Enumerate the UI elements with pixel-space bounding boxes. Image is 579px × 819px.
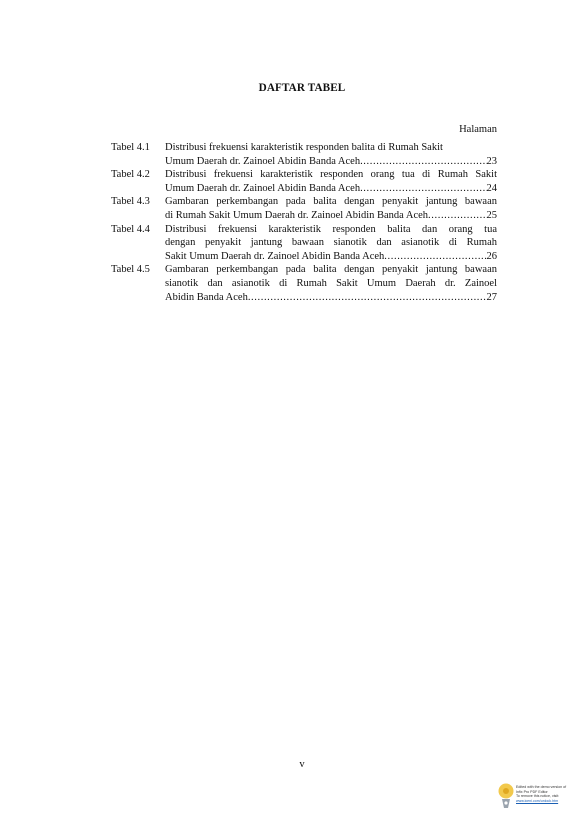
toc-entry-4-5[interactable]: [111, 263, 497, 304]
leader-dots: [384, 250, 486, 264]
entry-body: [165, 168, 497, 195]
entry-text: Umum Daerah dr. Zainoel Abidin Banda Aceh: [165, 182, 361, 194]
entry-line: Distribusi frekuensi karakteristik responden balita dan orang tua: [165, 223, 497, 235]
entry-label: Tabel 4.3: [111, 196, 150, 208]
entry-line: Distribusi frekuensi karakteristik responden balita di Rumah Sakit: [165, 142, 443, 153]
page-ref: 25: [486, 209, 497, 221]
page-title: DAFTAR TABEL: [258, 82, 346, 94]
entry-label: Tabel 4.4: [111, 223, 150, 235]
editor-watermark[interactable]: [497, 780, 567, 816]
page-ref: 24: [486, 182, 497, 194]
toc-entry-4-1[interactable]: [111, 141, 497, 168]
entry-body: [165, 223, 497, 264]
entry-last-line: [165, 209, 497, 223]
leader-dots: [360, 155, 486, 169]
entry-label: Tabel 4.1: [111, 142, 150, 153]
page-ref: 23: [486, 155, 497, 167]
leader-dots: [360, 182, 486, 196]
toc-entry-4-2[interactable]: [111, 168, 497, 195]
entry-text: di Rumah Sakit Umum Daerah dr. Zainoel Abidin Banda Aceh: [165, 209, 429, 221]
entry-body: [165, 195, 497, 222]
entry-line: Distribusi frekuensi karakteristik responden orang tua di Rumah Sakit: [165, 169, 497, 181]
entry-body: [165, 141, 497, 168]
watermark-text: [516, 785, 566, 803]
entry-text: Sakit Umum Daerah dr. Zainoel Abidin Banda Aceh: [165, 250, 385, 262]
halaman-label: Halaman: [459, 124, 497, 135]
leader-dots: [428, 209, 486, 223]
entry-text: Abidin Banda Aceh: [165, 291, 248, 303]
entry-line: Gambaran perkembangan pada balita dengan penyakit jantung bawaan: [165, 264, 497, 276]
watermark-line: To remove this notice, visit:: [516, 794, 560, 799]
page-number: v: [299, 759, 305, 770]
watermark-link[interactable]: www.iceni.com/unlock.htm: [516, 798, 559, 803]
toc-entry-4-4[interactable]: [111, 223, 497, 264]
page-ref: 27: [486, 291, 497, 303]
entry-last-line: [165, 291, 497, 305]
leader-dots: [248, 291, 487, 305]
watermark-line: Infix Pro PDF Editor: [516, 789, 548, 794]
watermark-line: Edited with the demo version of: [516, 785, 567, 789]
infix-logo-icon: [497, 780, 515, 810]
entry-last-line: [165, 155, 497, 169]
entry-body: [165, 263, 497, 304]
entry-label: Tabel 4.2: [111, 169, 150, 181]
entry-line: sianotik dan asianotik di Rumah Sakit Umum Daerah dr. Zainoel: [165, 277, 497, 289]
page-ref: 26: [486, 250, 497, 262]
entry-last-line: [165, 182, 497, 196]
table-list: [111, 141, 497, 304]
entry-line: Gambaran perkembangan pada balita dengan penyakit jantung bawaan: [165, 196, 497, 208]
toc-entry-4-3[interactable]: [111, 195, 497, 222]
entry-label: Tabel 4.5: [111, 264, 150, 276]
entry-line: dengan penyakit jantung bawaan sianotik dan asianotik di Rumah: [165, 237, 497, 249]
entry-text: Umum Daerah dr. Zainoel Abidin Banda Aceh: [165, 155, 361, 167]
entry-last-line: [165, 250, 497, 264]
